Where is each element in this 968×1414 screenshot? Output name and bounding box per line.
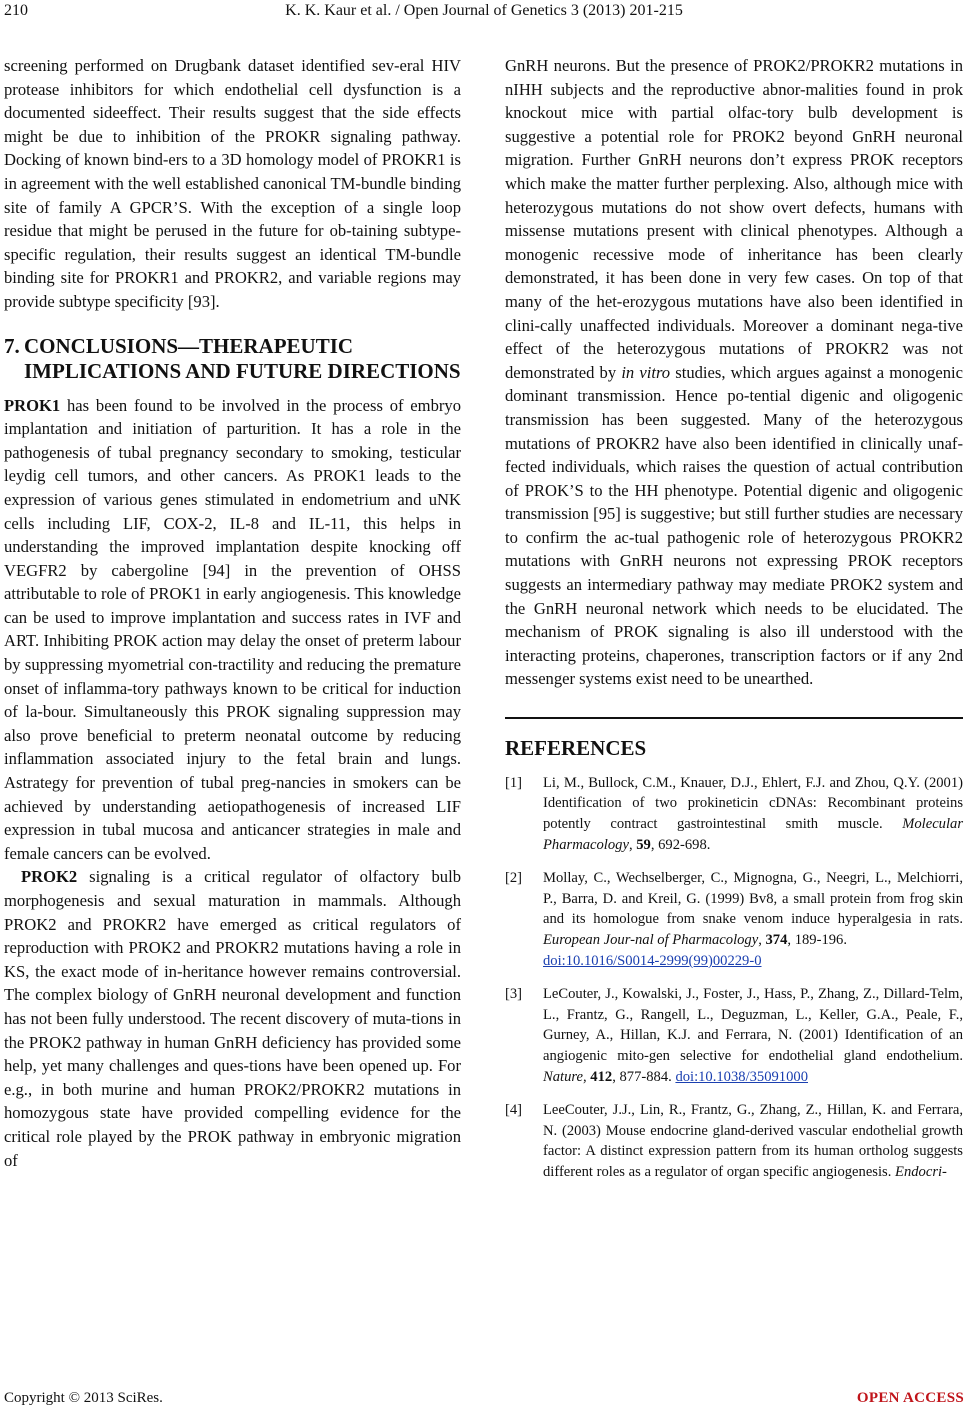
reference-pages: , 189-196. xyxy=(787,932,847,949)
reference-list xyxy=(505,773,963,1183)
reference-journal: European Jour-nal of Pharmacology xyxy=(543,932,759,949)
reference-authors-title: LeCouter, J., Kowalski, J., Foster, J., Hass, P., Zhang, Z., Dillard-Telm, L., Frantz, G., Rangell, L., Deguzman, L., Keller, G.A., Peale, F., Gurney, A., Hillan, K.J. and Ferrara, N. (2001) Identification of an angiogenic mito-gen selective for endothelial gland endothelium. xyxy=(543,985,963,1065)
page-number: 210 xyxy=(4,2,28,19)
reference-journal: Endocri- xyxy=(895,1164,947,1181)
reference-journal: Nature xyxy=(543,1068,583,1085)
reference-text xyxy=(543,868,963,972)
running-title: K. K. Kaur et al. / Open Journal of Genetics 3 (2013) 201-215 xyxy=(285,2,683,19)
reference-pages: , 877-884. xyxy=(612,1068,676,1085)
reference-item xyxy=(505,868,963,972)
reference-item xyxy=(505,984,963,1088)
reference-authors-title: Mollay, C., Wechselberger, C., Mignogna, G., Neegri, L., Melchiorri, P., Barra, D. and Kreil, G. (1999) Bv8, a small protein from frog skin and its homologue from snake venom induce hyperalgesia in rats. xyxy=(543,869,963,928)
prok2-lead: PROK2 xyxy=(21,867,78,887)
reference-authors-title: LeeCouter, J.J., Lin, R., Frantz, G., Zhang, Z., Hillan, K. and Ferrara, N. (2003) Mouse endocrine gland-derived vascular endothelial growth factor: A distinct expression pattern from its human ortholog suggests different roles as a regulator of organ specific angiogenesis. xyxy=(543,1101,963,1181)
reference-number: [1] xyxy=(505,774,523,791)
references-rule xyxy=(505,717,963,719)
reference-text xyxy=(543,773,963,856)
prok2-text: signaling is a critical regulator of olfactory bulb morphogenesis and sexual maturation in mammals. Although PROK2 and PROKR2 have emerged as critical regulators of reproduction with PROK2 and PROKR2 mutations having a role in KS, the exact mode of in-heritance however remains controversial. The complex biology of GnRH neuronal development and function has not been fully understood. The recent discovery of muta-tions in the PROK2 pathway in human GnRH deficiency has provided some help, yet many challenges and ques-tions have been opened up. For e.g., in both murine and human PROK2/PROKR2 mutations in homozygous state have provided compelling evidence for the critical role played by the PROK pathway in embryonic migration of xyxy=(4,867,461,1170)
paragraph-prok2 xyxy=(4,865,461,1172)
reference-sep: , xyxy=(628,837,637,854)
in-vitro-italic: in vitro xyxy=(621,362,671,382)
gnrh-text-a: GnRH neurons. But the presence of PROK2/PROKR2 mutations in nIHH subjects and the reproductive abnor-malities found in prok knockout mice with partial olfac-tory bulb development is suggestive a potential role for PROK2 beyond GnRH neuronal migration. Further GnRH neurons don’t express PROK receptors which make the matter further perplexing. Also, although mice with heterozygous mutations do not show overt defects, humans with missense mutations present with clinical phenotypes. Although a monogenic recessive mode of inheritance has been clearly demonstrated, it has been done in very few cases. On top of that many of the het-erozygous mutations have also been identified in clini-cally unaffected individuals. Moreover a dominant nega-tive effect of the heterozygous mutations of PROKR2 was not demonstrated by xyxy=(505,56,963,382)
reference-journal: Molecular Pharmacology xyxy=(543,816,963,854)
reference-volume: 59 xyxy=(636,837,651,854)
page-header xyxy=(0,0,968,24)
right-column xyxy=(505,54,963,1195)
gnrh-text-b: studies, which argues against a monogenic dominant transmission. Hence po-tential digenic and oligogenic transmission has been suggested. Many of the heterozygous mutations of PROKR2 have also been identified in clinically unaf-fected individuals, which raises the question of actual contribution of PROK’S to the HH phenotype. Potential digenic and oligogenic transmission [95] is suggestive; but still further studies are necessary to confirm the ac-tual pathogenic role of heterozygous PROKR2 mutations with GnRH neurons not expressing PROK receptors suggests an intermediary pathway may mediate PROK2 system and the GnRH neuronal network which needs to be elucidated. The mechanism of PROK signaling is also ill understood with the interacting proteins, chaperones, transcription factors or if any 2nd messenger systems exist need to be unearthed. xyxy=(505,362,963,689)
section-number: 7. xyxy=(4,333,20,358)
reference-authors-title: Li, M., Bullock, C.M., Knauer, D.J., Ehlert, F.J. and Zhou, Q.Y. (2001) Identification of two prokineticin cDNAs: Recombinant proteins potently contract gastrointestinal smith muscle. xyxy=(543,774,963,833)
copyright: Copyright © 2013 SciRes. xyxy=(4,1390,163,1406)
paragraph-prok1 xyxy=(4,394,461,866)
reference-item xyxy=(505,1100,963,1183)
reference-item xyxy=(505,773,963,856)
references-heading: REFERENCES xyxy=(505,736,647,761)
reference-number: [2] xyxy=(505,869,523,886)
section-title: CONCLUSIONS—THERAPEUTIC IMPLICATIONS AND FUTURE DIRECTIONS xyxy=(24,333,461,383)
prok1-text: has been found to be involved in the process of embryo implantation and initiation of parturition. It has a role in the pathogenesis of tubal pregnancy secondary to smoking, testicular leydig cell tumors, and other cancers. As PROK1 leads to the expression of various genes stimulated in endometrium and uNK cells including LIF, COX-2, IL-8 and IL-11, this helps in understanding the improved implantation despite knocking off VEGFR2 by cabergoline [94] in the prevention of OHSS attributable to role of PROK1 in early angiogenesis. This knowledge can be used to improve implantation and success rates in IVF and ART. Inhibiting PROK action may delay the onset of preterm labour by suppressing myometrial con-tractility and reducing the premature onset of inflamma-tory pathways known to be critical for induction of la-bour. Simultaneously this PROK signaling suppression may also prove beneficial to preterm neonatal outcome by reducing inflammation associated injury to the fetal brain and lungs. Astrategy for prevention of tubal preg-nancies in smokers can be achieved by understanding aetiopathogenesis of increased LIF expression in tubal mucosa and anticancer strategies in male and female cancers can be evolved. xyxy=(4,395,461,863)
paragraph-screening: screening performed on Drugbank dataset identified sev-eral HIV protease inhibitors for which endothelial cell dysfunction is a documented sideeffect. Their results suggest that the side effects might be due to inhibition of the PROKR signaling pathway. Docking of known bind-ers to a 3D homology model of PROKR1 is in agreement with the well established canonical TM-bundle binding site of family A GPCR’S. With the exception of a single loop residue that might be perused in the future for ob-taining subtype-specific regulation, their results suggest an identical TM-bundle binding site for PROKR1 and PROKR2, and variable regions may provide subtype specificity [93]. xyxy=(4,56,461,311)
paragraph-gnrh xyxy=(505,54,963,691)
reference-pages: , 692-698. xyxy=(650,837,711,854)
reference-sep: , xyxy=(758,932,766,949)
reference-sep: , xyxy=(583,1068,591,1085)
left-column xyxy=(4,54,461,1172)
reference-volume: 412 xyxy=(590,1068,613,1085)
reference-number: [3] xyxy=(505,985,523,1002)
reference-number: [4] xyxy=(505,1101,523,1118)
reference-text xyxy=(543,1100,963,1183)
doi-link[interactable]: doi:10.1038/35091000 xyxy=(675,1068,808,1085)
doi-link[interactable]: doi:10.1016/S0014-2999(99)00229-0 xyxy=(543,953,762,969)
section-heading xyxy=(4,334,461,384)
reference-text xyxy=(543,984,963,1088)
open-access-label: OPEN ACCESS xyxy=(856,1390,964,1406)
prok1-lead: PROK1 xyxy=(4,395,61,415)
reference-volume: 374 xyxy=(765,932,788,949)
